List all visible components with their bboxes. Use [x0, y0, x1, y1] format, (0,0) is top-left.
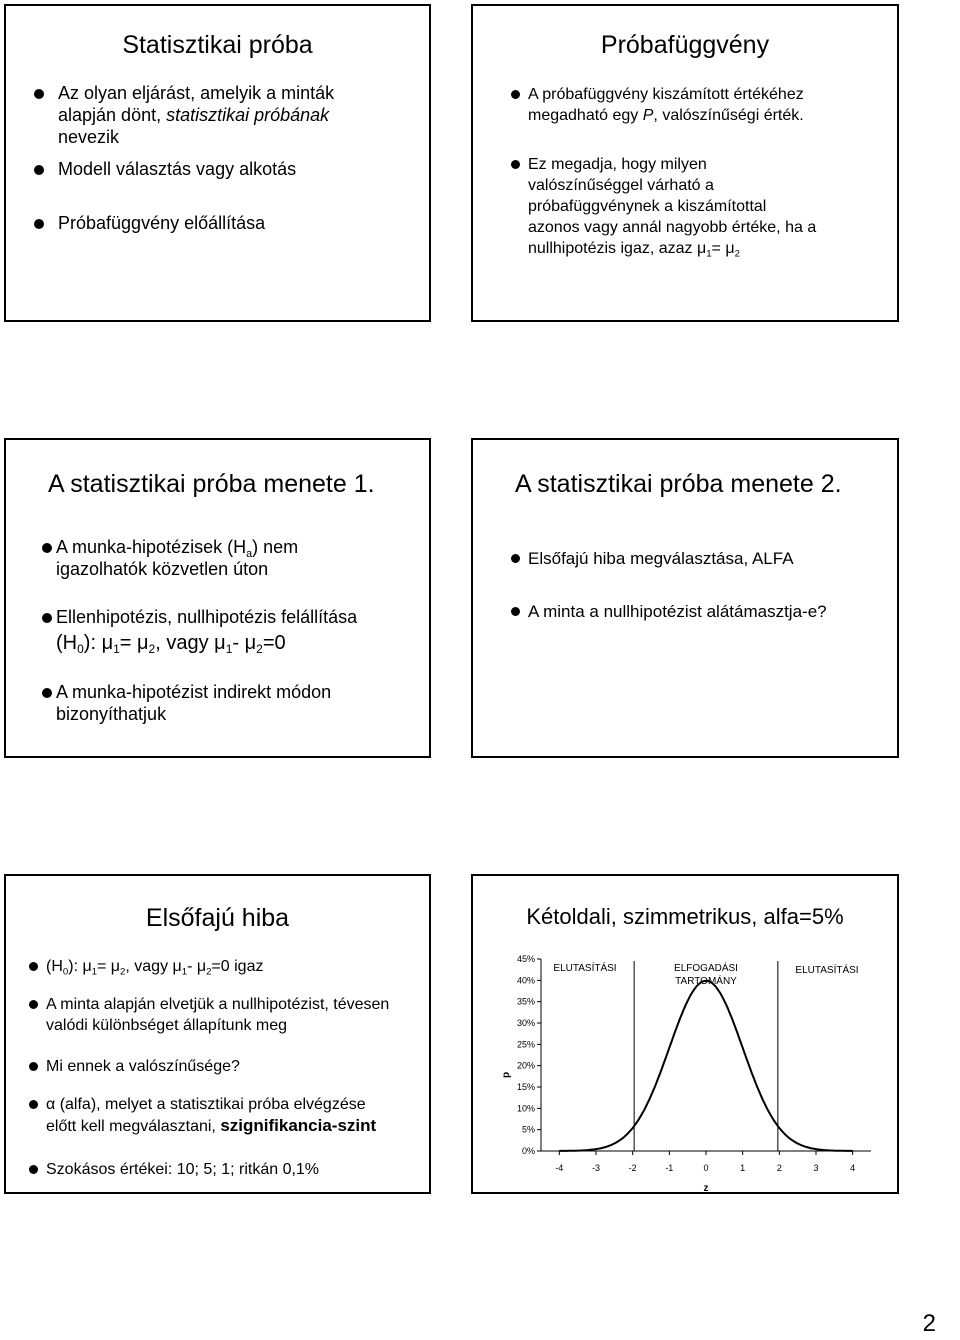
bullet-dot-icon: [511, 90, 520, 99]
x-tick-label: 0: [703, 1163, 709, 1173]
bullet-p-value: A próbafüggvény kiszámított értékéhez megadható egy P, valószínűségi érték.: [528, 84, 888, 126]
y-axis-label: p: [501, 1071, 512, 1079]
bullet-dot-icon: [42, 613, 52, 623]
slide-ketoldali: [471, 874, 899, 1194]
x-tick-label: -3: [591, 1163, 601, 1173]
bullet-dot-icon: [29, 1062, 38, 1071]
bullet-alfa-szint: α (alfa), melyet a statisztikai próba elvégzése előtt kell megválasztani, szignifikancia-szint: [46, 1094, 426, 1137]
bullet-dot-icon: [29, 962, 38, 971]
x-tick-label: 1: [740, 1163, 746, 1173]
bullet-dot-icon: [29, 1100, 38, 1109]
bullet-indirekt: A munka-hipotézist indirekt módon bizonyíthatjuk: [56, 681, 426, 725]
bullet-elvetjuk: A minta alapján elvetjük a nullhipotézist, tévesen valódi különbséget állapítunk meg: [46, 994, 426, 1036]
bullet-szokasos: Szokásos értékei: 10; 5; 1; ritkán 0,1%: [46, 1159, 426, 1180]
bullet-dot-icon: [29, 1165, 38, 1174]
bullet-definition: Az olyan eljárást, amelyik a minták alapján dönt, statisztikai próbának nevezik: [58, 82, 418, 148]
slide-menete-1: [4, 438, 431, 758]
bullet-dot-icon: [511, 160, 520, 169]
x-tick-label: 3: [813, 1163, 819, 1173]
y-tick-label: 40%: [516, 975, 535, 986]
annotation-rejection-right: ELUTASÍTÁSI: [795, 965, 859, 976]
x-tick-label: -1: [665, 1163, 674, 1173]
x-tick-label: -2: [628, 1163, 637, 1173]
bullet-model: Modell választás vagy alkotás: [58, 158, 418, 180]
y-tick-label: 0%: [521, 1146, 535, 1156]
bullet-dot-icon: [511, 554, 520, 563]
bullet-dot-icon: [34, 219, 44, 229]
x-axis-label: z: [703, 1183, 709, 1194]
x-tick-label: 4: [850, 1163, 856, 1173]
y-tick-label: 25%: [516, 1039, 535, 1050]
slide-statisztikai-proba: [4, 4, 431, 322]
bullet-munka-hipotezis: A munka-hipotézisek $(H_a)$ nem igazolhatók közvetlen úton: [56, 536, 426, 580]
bullet-dot-icon: [29, 1000, 38, 1009]
bullet-dot-icon: [34, 165, 44, 175]
bullet-valoszinuseg: Mi ennek a valószínűsége?: [46, 1056, 426, 1077]
y-tick-label: 20%: [516, 1060, 535, 1071]
y-tick-label: 45%: [516, 954, 535, 964]
y-tick-label: 5%: [521, 1124, 535, 1135]
y-tick-label: 15%: [516, 1082, 535, 1092]
annotation-region: TARTOMÁNY: [675, 976, 737, 987]
slide-probafuggveny: [471, 4, 899, 322]
bullet-dot-icon: [511, 607, 520, 616]
slide-title: Elsőfajú hiba: [145, 904, 290, 932]
density-curve: [559, 981, 852, 1151]
y-tick-label: 10%: [516, 1103, 535, 1114]
normal-distribution-chart: [473, 944, 897, 1204]
bullet-dot-icon: [34, 89, 44, 99]
slide-menete-2: [471, 438, 899, 758]
annotation-rejection-left: ELUTASÍTÁSI: [553, 963, 617, 974]
x-tick-label: 2: [776, 1163, 782, 1173]
bullet-minta: A minta a nullhipotézist alátámasztja-e?: [528, 601, 888, 622]
bullet-alfa: Elsőfajú hiba megválasztása, ALFA: [528, 548, 888, 569]
y-tick-label: 30%: [516, 1018, 535, 1028]
slide-title: Kétoldali, szimmetrikus, alfa=5%: [526, 904, 844, 929]
slide-title: A statisztikai próba menete 2.: [515, 470, 842, 498]
bullet-h0-igaz: $(H_0)$: $\mu_1= \mu_2$, vagy $\mu_1-$ $\mu_2=0$ igaz: [46, 956, 426, 977]
bullet-probafuggveny: Próbafüggvény előállítása: [58, 212, 418, 234]
annotation-acceptance: ELFOGADÁSI: [674, 963, 738, 974]
bullet-p-meaning: Ez megadja, hogy milyen valószínűséggel várható a próbafüggvénynek a kiszámítottal azonos vagy annál nagyobb értéke, ha a nullhipotézis igaz, azaz $\mu_1= \mu_2$: [528, 154, 888, 259]
page-number: 2: [922, 1310, 936, 1337]
slide-title: A statisztikai próba menete 1.: [48, 470, 375, 498]
x-tick-label: -4: [555, 1163, 564, 1173]
bullet-nullhipotezis: Ellenhipotézis, nullhipotézis felállítása $(H_0)$: $\mu_1= \mu_2$, vagy $\mu_1-$ $\mu_2=0$: [56, 606, 426, 654]
y-tick-label: 35%: [516, 996, 535, 1007]
bullet-dot-icon: [42, 543, 52, 553]
slide-title: Próbafüggvény: [600, 31, 770, 59]
slide-title: Statisztikai próba: [122, 31, 313, 59]
bullet-dot-icon: [42, 688, 52, 698]
slide-elsofaju-hiba: [4, 874, 431, 1194]
